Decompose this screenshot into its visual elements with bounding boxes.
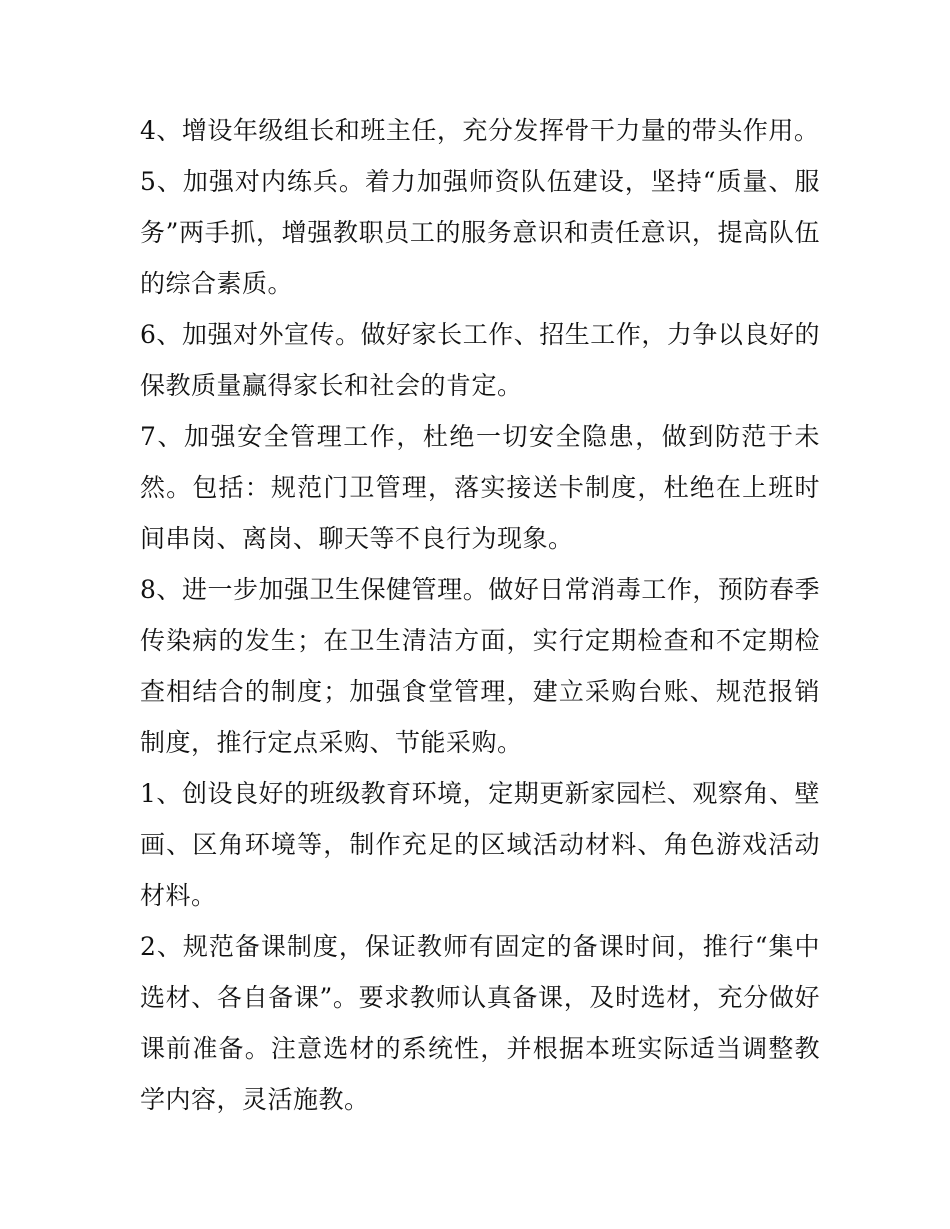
document-body [140,105,820,1125]
paragraph-1-class-environment: 1、创设良好的班级教育环境，定期更新家园栏、观察角、壁画、区角环境等，制作充足的区域活动材料、角色游戏活动材料。 [140,779,820,910]
paragraph-8-health-management: 8、进一步加强卫生保健管理。做好日常消毒工作，预防春季传染病的发生；在卫生清洁方面，实行定期检查和不定期检查相结合的制度；加强食堂管理，建立采购台账、规范报销制度，推行定点采购、节能采购。 [140,575,820,757]
paragraph-2-lesson-preparation: 2、规范备课制度，保证教师有固定的备课时间，推行“集中选材、各自备课”。要求教师认真备课，及时选材，充分做好课前准备。注意选材的系统性，并根据本班实际适当调整教学内容，灵活施教。 [140,932,820,1114]
paragraph-7-safety-management: 7、加强安全管理工作，杜绝一切安全隐患，做到防范于未然。包括：规范门卫管理，落实接送卡制度，杜绝在上班时间串岗、离岗、聊天等不良行为现象。 [140,422,820,553]
paragraph-4-grade-leaders: 4、增设年级组长和班主任，充分发挥骨干力量的带头作用。 [140,116,820,145]
paragraph-5-internal-training: 5、加强对内练兵。着力加强师资队伍建设，坚持“质量、服务”两手抓，增强教职员工的服务意识和责任意识，提高队伍的综合素质。 [140,167,820,298]
paragraph-6-external-publicity: 6、加强对外宣传。做好家长工作、招生工作，力争以良好的保教质量赢得家长和社会的肯定。 [140,320,820,400]
